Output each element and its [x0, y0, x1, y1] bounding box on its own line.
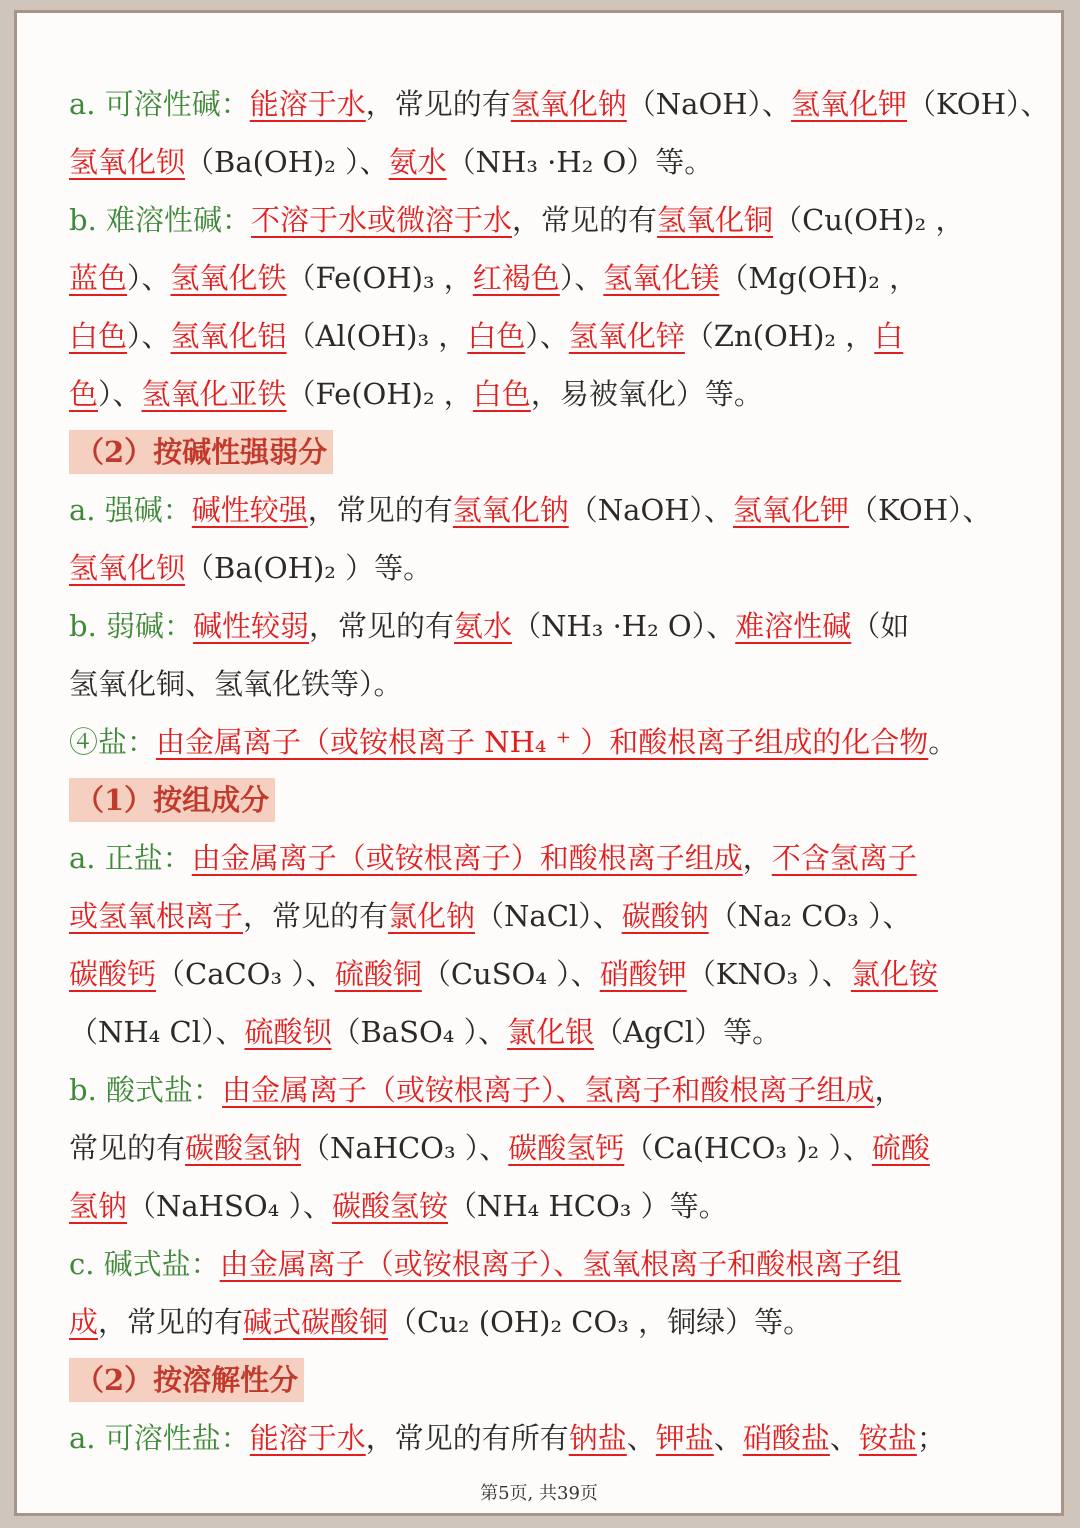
item-label: ④盐： [69, 725, 157, 759]
key-term: 色 [69, 377, 99, 411]
key-term: 氢氧化钾 [791, 87, 908, 121]
key-term: 成 [69, 1305, 99, 1339]
body-text: （如 [851, 609, 910, 643]
body-text: （NaHCO₃ ）、 [301, 1131, 509, 1165]
body-text: （NaHSO₄ ）、 [127, 1189, 332, 1223]
text-line [69, 1351, 1019, 1409]
body-text: ，常见的有 [365, 87, 511, 121]
body-text: （KOH）、 [849, 493, 992, 527]
item-label: b. 酸式盐： [69, 1073, 223, 1107]
text-line [69, 713, 1019, 771]
body-text: （Ba(OH)₂ ）等。 [185, 551, 433, 585]
document-page [14, 10, 1064, 1516]
key-term: 硫酸 [871, 1131, 930, 1165]
key-term: 碳酸氢钙 [508, 1131, 625, 1165]
text-line [69, 1177, 1019, 1235]
key-term: 氢氧化钾 [733, 493, 850, 527]
key-term: 白色 [467, 319, 526, 353]
body-text: 、 [626, 1421, 656, 1455]
item-label: a. 可溶性碱： [69, 87, 250, 121]
text-line [69, 655, 1019, 713]
body-text: ）、 [525, 319, 569, 353]
key-term: 氢氧化亚铁 [141, 377, 287, 411]
body-text: ）、 [127, 319, 171, 353]
body-text: 、 [829, 1421, 859, 1455]
body-text: （Ba(OH)₂ ）、 [185, 145, 389, 179]
section-heading: （2）按溶解性分 [69, 1358, 304, 1402]
body-text: ， [874, 1073, 904, 1107]
body-text: ，易被氧化）等。 [530, 377, 763, 411]
body-text: （NH₄ Cl）、 [69, 1015, 245, 1049]
text-line [69, 1119, 1019, 1177]
section-heading: （1）按组成分 [69, 778, 275, 822]
key-term: 硫酸铜 [334, 957, 422, 991]
text-line [69, 597, 1019, 655]
body-text: ，常见的有 [98, 1305, 244, 1339]
text-line [69, 829, 1019, 887]
key-term: 钾盐 [655, 1421, 714, 1455]
body-text: （NH₃ ·H₂ O）、 [512, 609, 736, 643]
body-text: （CuSO₄ ）、 [421, 957, 600, 991]
text-line [69, 1235, 1019, 1293]
text-line [69, 481, 1019, 539]
key-term: 白色 [472, 377, 531, 411]
key-term: 硝酸盐 [742, 1421, 830, 1455]
text-line [69, 539, 1019, 597]
body-text: （Cu(OH)₂ ， [773, 203, 965, 237]
key-term: 不含氢离子 [771, 841, 917, 875]
text-line [69, 75, 1050, 133]
text-line [69, 945, 1019, 1003]
item-label: a. 正盐： [69, 841, 192, 875]
body-text: （Na₂ CO₃ ）、 [708, 899, 912, 933]
body-text: （Ca(HCO₃ )₂ ）、 [624, 1131, 872, 1165]
key-term: 碳酸氢铵 [331, 1189, 448, 1223]
body-text: 常见的有 [69, 1131, 186, 1165]
text-line [69, 365, 1019, 423]
body-text: （NaOH）、 [568, 493, 734, 527]
body-text: （NH₄ HCO₃ ）等。 [447, 1189, 728, 1223]
text-line [69, 887, 1019, 945]
text-line [69, 249, 1019, 307]
key-term: 铵盐 [858, 1421, 917, 1455]
key-term: 氨水 [388, 145, 447, 179]
body-text: ； [916, 1421, 946, 1455]
key-term: 氢氧化铝 [170, 319, 287, 353]
body-text: （Al(OH)₃ ， [286, 319, 468, 353]
key-term: 难溶性碱 [735, 609, 852, 643]
key-term: 氢氧化钠 [510, 87, 627, 121]
text-line [69, 133, 1019, 191]
item-label: a. 强碱： [69, 493, 192, 527]
key-term: 碱性较强 [191, 493, 308, 527]
key-term: 由金属离子（或铵根离子 NH₄ ⁺ ）和酸根离子组成的化合物 [156, 725, 929, 759]
key-term: 能溶于水 [249, 1421, 366, 1455]
key-term: 氢氧化钠 [452, 493, 569, 527]
key-term: 碱性较弱 [193, 609, 310, 643]
item-label: b. 难溶性碱： [69, 203, 252, 237]
text-line [69, 307, 1019, 365]
document-body [69, 75, 1050, 1467]
body-text: （Fe(OH)₂ ， [286, 377, 473, 411]
key-term: 氢氧化铜 [657, 203, 774, 237]
key-term: 氢钠 [69, 1189, 128, 1223]
key-term: 氢氧化钡 [69, 551, 186, 585]
item-label: c. 碱式盐： [69, 1247, 220, 1281]
body-text: 、 [713, 1421, 743, 1455]
key-term: 氯化钠 [388, 899, 476, 933]
body-text: （Zn(OH)₂ ， [684, 319, 875, 353]
text-line [69, 1409, 1019, 1467]
item-label: b. 弱碱： [69, 609, 194, 643]
body-text: 。 [928, 725, 958, 759]
key-term: 氯化铵 [850, 957, 938, 991]
key-term: 钠盐 [568, 1421, 627, 1455]
body-text: （CaCO₃ ）、 [156, 957, 335, 991]
key-term: 红褐色 [472, 261, 560, 295]
body-text: （KNO₃ ）、 [686, 957, 851, 991]
body-text: ）、 [559, 261, 604, 295]
body-text: （Mg(OH)₂ ， [719, 261, 919, 295]
key-term: 由金属离子（或铵根离子）、氢氧根离子和酸根离子组 [219, 1247, 902, 1281]
key-term: 白色 [69, 319, 128, 353]
key-term: 白 [874, 319, 904, 353]
key-term: 碳酸钠 [621, 899, 709, 933]
body-text: （KOH）、 [907, 87, 1050, 121]
key-term: 氯化银 [507, 1015, 595, 1049]
body-text: （NH₃ ·H₂ O）等。 [446, 145, 714, 179]
body-text: ，常见的有 [243, 899, 389, 933]
body-text: （NaCl）、 [475, 899, 622, 933]
page-footer: 第5页, 共39页 [480, 1483, 598, 1504]
key-term: 能溶于水 [249, 87, 366, 121]
text-line [69, 423, 1019, 481]
body-text: （Fe(OH)₃ ， [286, 261, 473, 295]
body-text: ，常见的有 [309, 609, 455, 643]
item-label: a. 可溶性盐： [69, 1421, 250, 1455]
body-text: （BaSO₄ ）、 [331, 1015, 508, 1049]
key-term: 氢氧化锌 [568, 319, 685, 353]
key-term: 蓝色 [69, 261, 128, 295]
text-line [69, 1061, 1019, 1119]
body-text: 氢氧化铜、氢氧化铁等）。 [69, 667, 403, 701]
key-term: 氢氧化铁 [170, 261, 287, 295]
key-term: 硫酸钡 [244, 1015, 332, 1049]
text-line [69, 191, 1019, 249]
key-term: 碳酸钙 [69, 957, 157, 991]
key-term: 碳酸氢钠 [185, 1131, 302, 1165]
key-term: 硝酸钾 [599, 957, 687, 991]
text-line [69, 771, 1019, 829]
key-term: 或氢氧根离子 [69, 899, 244, 933]
key-term: 氨水 [454, 609, 513, 643]
body-text: ）、 [98, 377, 142, 411]
key-term: 碱式碳酸铜 [243, 1305, 389, 1339]
text-line [69, 1293, 1019, 1351]
body-text: ，常见的有 [307, 493, 453, 527]
key-term: 氢氧化钡 [69, 145, 186, 179]
body-text: ，常见的有 [512, 203, 658, 237]
key-term: 氢氧化镁 [603, 261, 720, 295]
body-text: （AgCl）等。 [594, 1015, 782, 1049]
body-text: （NaOH）、 [626, 87, 792, 121]
body-text: ， [742, 841, 772, 875]
body-text: ，常见的有所有 [365, 1421, 569, 1455]
text-line [69, 1003, 1019, 1061]
body-text: ）、 [127, 261, 171, 295]
section-heading: （2）按碱性强弱分 [69, 430, 333, 474]
key-term: 由金属离子（或铵根离子）和酸根离子组成 [191, 841, 743, 875]
body-text: （Cu₂ (OH)₂ CO₃ ，铜绿）等。 [388, 1305, 813, 1339]
key-term: 由金属离子（或铵根离子）、氢离子和酸根离子组成 [222, 1073, 875, 1107]
key-term: 不溶于水或微溶于水 [251, 203, 513, 237]
